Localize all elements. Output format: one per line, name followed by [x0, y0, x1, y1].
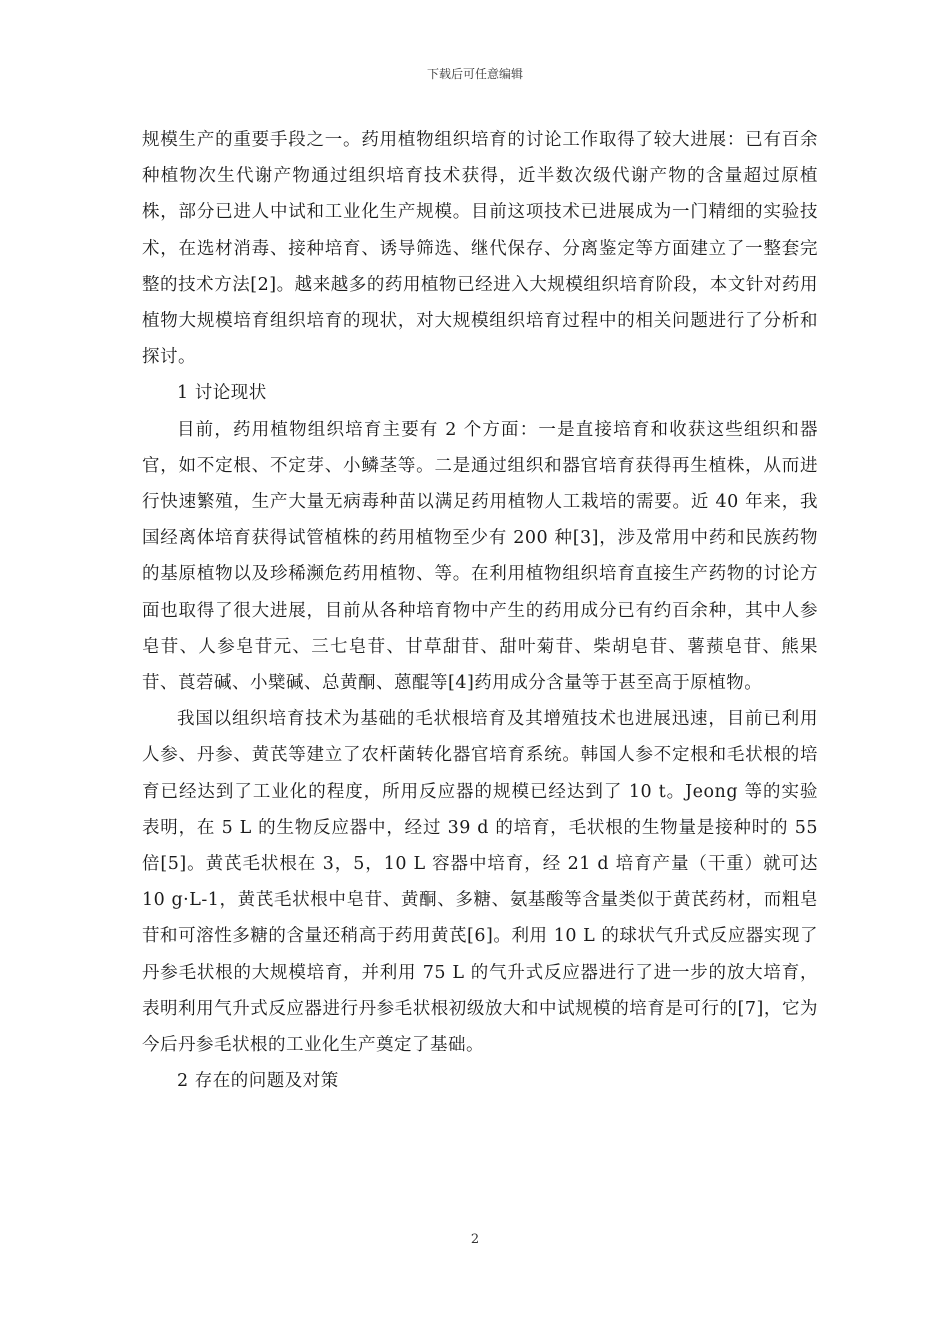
body-paragraph: 我国以组织培育技术为基础的毛状根培育及其增殖技术也进展迅速，目前已利用人参、丹参、黄芪等建立了农杆菌转化器官培育系统。韩国人参不定根和毛状根的培育已经达到了工业化的程度，所用反应器的规模已经达到了 10 t。Jeong 等的实验表明，在 5 L 的生物反应器中，经过 39 d 的培育，毛状根的生物量是接种时的 55 倍[5]。黄芪毛状根在 3，5，10 L 容器中培育，经 21 d 培育产量（干重）就可达 10 g·L-1，黄芪毛状根中皂苷、黄酮、多糖、氨基酸等含量类似于黄芪药材，而粗皂苷和可溶性多糖的含量还稍高于药用黄芪[6]。利用 10 L 的球状气升式反应器实现了丹参毛状根的大规模培育，并利用 75 L 的气升式反应器进行了进一步的放大培育，表明利用气升式反应器进行丹参毛状根初级放大和中试规模的培育是可行的[7]，它为今后丹参毛状根的工业化生产奠定了基础。 — [142, 709, 818, 1056]
body-paragraph: 目前，药用植物组织培育主要有 2 个方面：一是直接培育和收获这些组织和器官，如不定根、不定芽、小鳞茎等。二是通过组织和器官培育获得再生植株，从而进行快速繁殖，生产大量无病毒种苗以满足药用植物人工栽培的需要。近 40 年来，我国经离体培育获得试管植株的药用植物至少有 200 种[3]，涉及常用中药和民族药物的基原植物以及珍稀濒危药用植物、等。在利用植物组织培育直接生产药物的讨论方面也取得了很大进展，目前从各种培育物中产生的药用成分已有约百余种，其中人参皂苷、人参皂苷元、三七皂苷、甘草甜苷、甜叶菊苷、柴胡皂苷、薯蓣皂苷、熊果苷、莨菪碱、小檗碱、总黄酮、蒽醌等[4]药用成分含量等于甚至高于原植物。 — [142, 419, 818, 694]
body-paragraph: 规模生产的重要手段之一。药用植物组织培育的讨论工作取得了较大进展：已有百余种植物次生代谢产物通过组织培育技术获得，近半数次级代谢产物的含量超过原植株，部分已进人中试和工业化生产规模。目前这项技术已进展成为一门精细的实验技术，在选材消毒、接种培育、诱导筛选、继代保存、分离鉴定等方面建立了一整套完整的技术方法[2]。越来越多的药用植物已经进入大规模组织培育阶段，本文针对药用植物大规模培育组织培育的现状，对大规模组织培育过程中的相关问题进行了分析和探讨。 — [142, 130, 818, 368]
document-body — [142, 122, 818, 1099]
section-heading: 2 存在的问题及对策 — [177, 1071, 339, 1092]
page-number: 2 — [470, 1232, 480, 1247]
page-header: 下载后可任意编辑 — [426, 67, 523, 81]
section-heading: 1 讨论现状 — [177, 383, 267, 404]
